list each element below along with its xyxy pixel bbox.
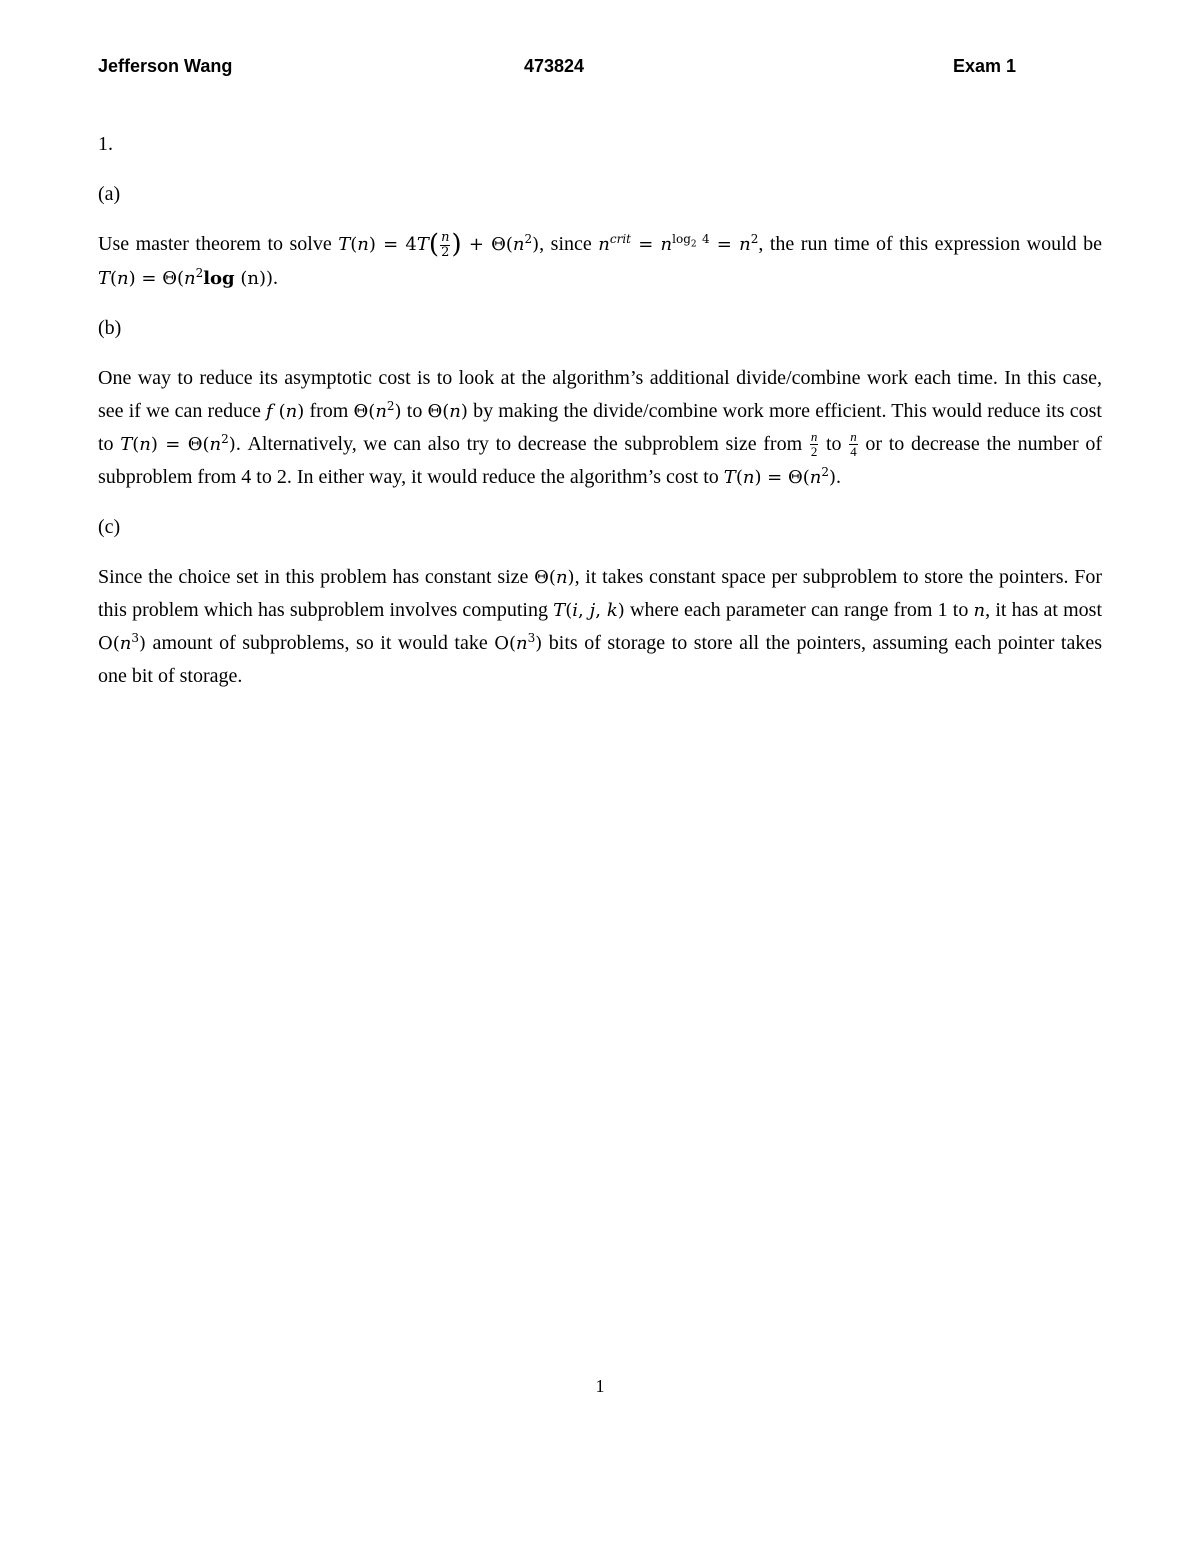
part-a-label: (a) [98, 183, 121, 205]
part-b-label: (b) [98, 316, 122, 339]
part-a-paragraph: Use master theorem to solve T(n) = 4T( $\frac{n}{2}$ ) + $\Theta(n^2)$, since $n^{crit} = n^{log_2 4} = n^2$, the run time of this expression would be $T(n) = \Theta(n^2\log$ (n)). [98, 229, 1103, 289]
page-header [98, 56, 1016, 82]
part-c-paragraph: Since the choice set in this problem has constant size Θ(n), it takes constant space per subproblem to store the pointers. For this problem which has subproblem involves computing T(i, j, k) where each parameter can range from 1 to n, it has at most $O(n^3)$ amount of subproblems, so it would take $O(n^3)$ bits of storage to store all the pointers, assuming each pointer takes one bit of storage. [98, 565, 1102, 687]
recurrence-equation: T(n) = 4T( $\frac{n}{2}$ ) + $\Theta(n^2)$ [338, 229, 540, 260]
part-c-label: (c) [98, 515, 121, 538]
student-id: 473824 [524, 56, 585, 76]
part-b-paragraph: One way to reduce its asymptotic cost is to look at the algorithm’s additional divide/combine work each time. In this case, see if we can reduce f (n) from $\Theta(n^2)$ to Θ(n) by making the divide/combine work more efficient. This would reduce its cost to $T(n) = \Theta(n^2)$. Alternatively, we can also try to decrease the subproblem size from $\frac{n}{2}$ to $\frac{n}{4}$ or to decrease the number of subproblem from 4 to 2. In either way, it would reduce the algorithm’s cost to $T(n) = \Theta(n^2)$. [98, 366, 1102, 488]
question-number: 1. [98, 133, 113, 155]
runtime-result: $T(n) = \Theta(n^2\log$ (n)) [98, 265, 274, 289]
critical-exponent-equation: $n^{crit} = n^{log_2 4} = n^2$ [598, 232, 759, 255]
exam-title: Exam 1 [952, 56, 1016, 76]
student-name: Jefferson Wang [98, 56, 233, 76]
answer-body [98, 128, 1102, 710]
page-number: 1 [595, 1376, 605, 1396]
